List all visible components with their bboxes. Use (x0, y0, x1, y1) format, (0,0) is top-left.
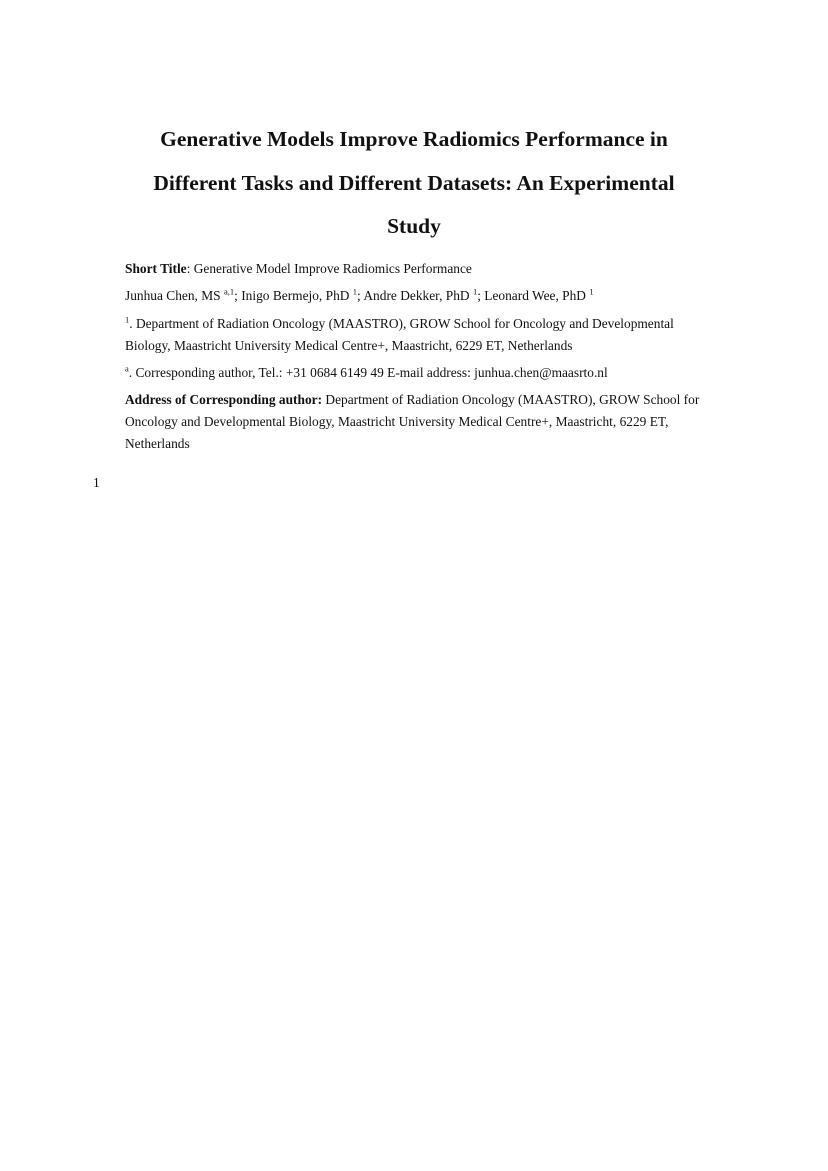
short-title-label: Short Title (125, 261, 187, 276)
author-name: Leonard Wee, PhD (484, 288, 586, 303)
address-text: Department of Radiation Oncology (MAASTRO), GROW School for Oncology and Developmental Biology, Maastricht University Medical Centre+, Maastricht, 6229 ET, Netherlands (125, 392, 700, 451)
author-separator: ; (357, 288, 364, 303)
short-title-text: : Generative Model Improve Radiomics Performance (186, 261, 472, 276)
title-line: Study (387, 214, 441, 238)
page-number: 1 (93, 475, 100, 490)
corresponding-author-note (125, 362, 710, 384)
author-name: Andre Dekker, PhD (363, 288, 470, 303)
title-line: Different Tasks and Different Datasets: An Experimental (153, 170, 675, 195)
author-separator: ; (234, 288, 242, 303)
address-label: Address of Corresponding author: (125, 392, 323, 407)
title-line: Generative Models Improve Radiomics Performance in (160, 127, 668, 151)
author-affiliation-marker: a,1 (223, 286, 235, 297)
author-list (125, 285, 710, 307)
author-name: Inigo Bermejo, PhD (241, 288, 350, 303)
affiliation-text: . Department of Radiation Oncology (MAASTRO), GROW School for Oncology and Developmental Biology, Maastricht University Medical Centre+, Maastricht, 6229 ET, Netherlands (125, 316, 674, 353)
author-affiliation-marker: 1 (352, 286, 358, 297)
affiliation (125, 313, 710, 357)
corresponding-text: . Corresponding author, Tel.: +31 0684 6149 49 E-mail address: junhua.chen@maasrto.nl (128, 365, 608, 380)
author-affiliation-marker: 1 (589, 286, 594, 297)
paper-title (100, 118, 728, 249)
author-affiliation-marker: 1 (472, 286, 478, 297)
corresponding-marker: a (125, 363, 129, 374)
short-title (125, 258, 710, 280)
author-name: Junhua Chen, MS (125, 288, 221, 303)
author-separator: ; (477, 288, 485, 303)
affiliation-marker: 1 (125, 314, 130, 325)
corresponding-address (125, 389, 710, 455)
